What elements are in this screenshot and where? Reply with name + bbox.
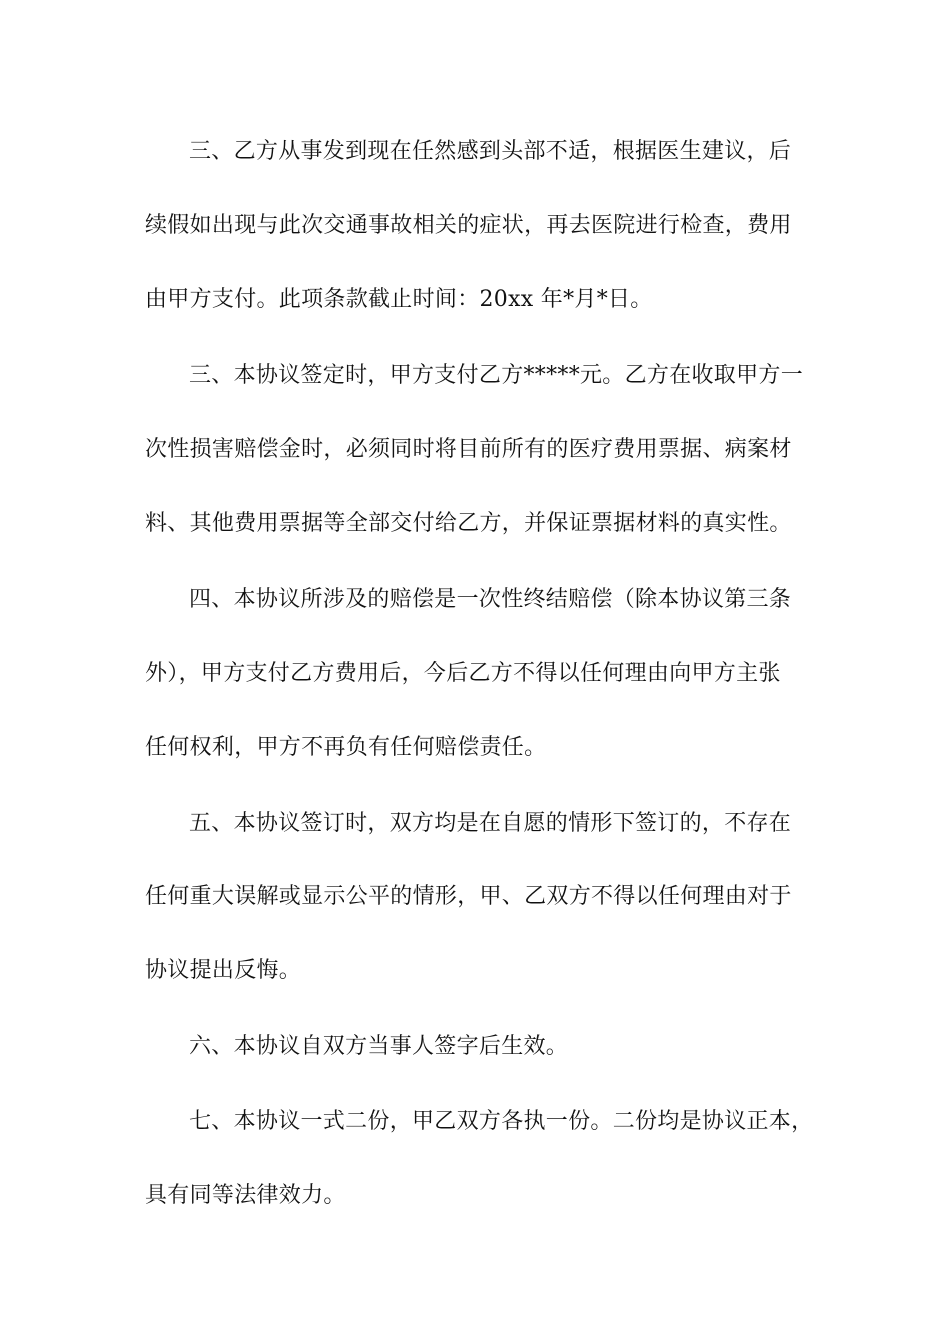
paragraph-line: 任何重大误解或显示公平的情形，甲、乙双方不得以任何理由对于 xyxy=(145,884,792,909)
paragraph-line: 五、本协议签订时，双方均是在自愿的情形下签订的，不存在 xyxy=(189,811,792,836)
paragraph-line: 任何权利，甲方不再负有任何赔偿责任。 xyxy=(145,735,547,760)
paragraph-line: 续假如出现与此次交通事故相关的症状，再去医院进行检查，费用 xyxy=(145,213,792,238)
paragraph-line: 具有同等法律效力。 xyxy=(145,1183,346,1208)
paragraph-line: 三、乙方从事发到现在任然感到头部不适，根据医生建议，后 xyxy=(189,139,792,164)
paragraph-line: 协议提出反悔。 xyxy=(145,958,302,983)
paragraph-line: 六、本协议自双方当事人签字后生效。 xyxy=(189,1034,569,1059)
paragraph-line: 七、本协议一式二份，甲乙双方各执一份。二份均是协议正本， xyxy=(189,1109,814,1134)
paragraph-line: 由甲方支付。此项条款截止时间：20xx 年*月*日。 xyxy=(145,287,653,312)
paragraph-line: 外），甲方支付乙方费用后，今后乙方不得以任何理由向甲方主张 xyxy=(145,661,781,686)
paragraph-line: 四、本协议所涉及的赔偿是一次性终结赔偿（除本协议第三条 xyxy=(189,587,792,612)
paragraph-line: 料、其他费用票据等全部交付给乙方，并保证票据材料的真实性。 xyxy=(145,511,792,536)
paragraph-line: 三、本协议签定时，甲方支付乙方*****元。乙方在收取甲方一 xyxy=(189,363,804,388)
paragraph-line: 次性损害赔偿金时，必须同时将目前所有的医疗费用票据、病案材 xyxy=(145,437,792,462)
